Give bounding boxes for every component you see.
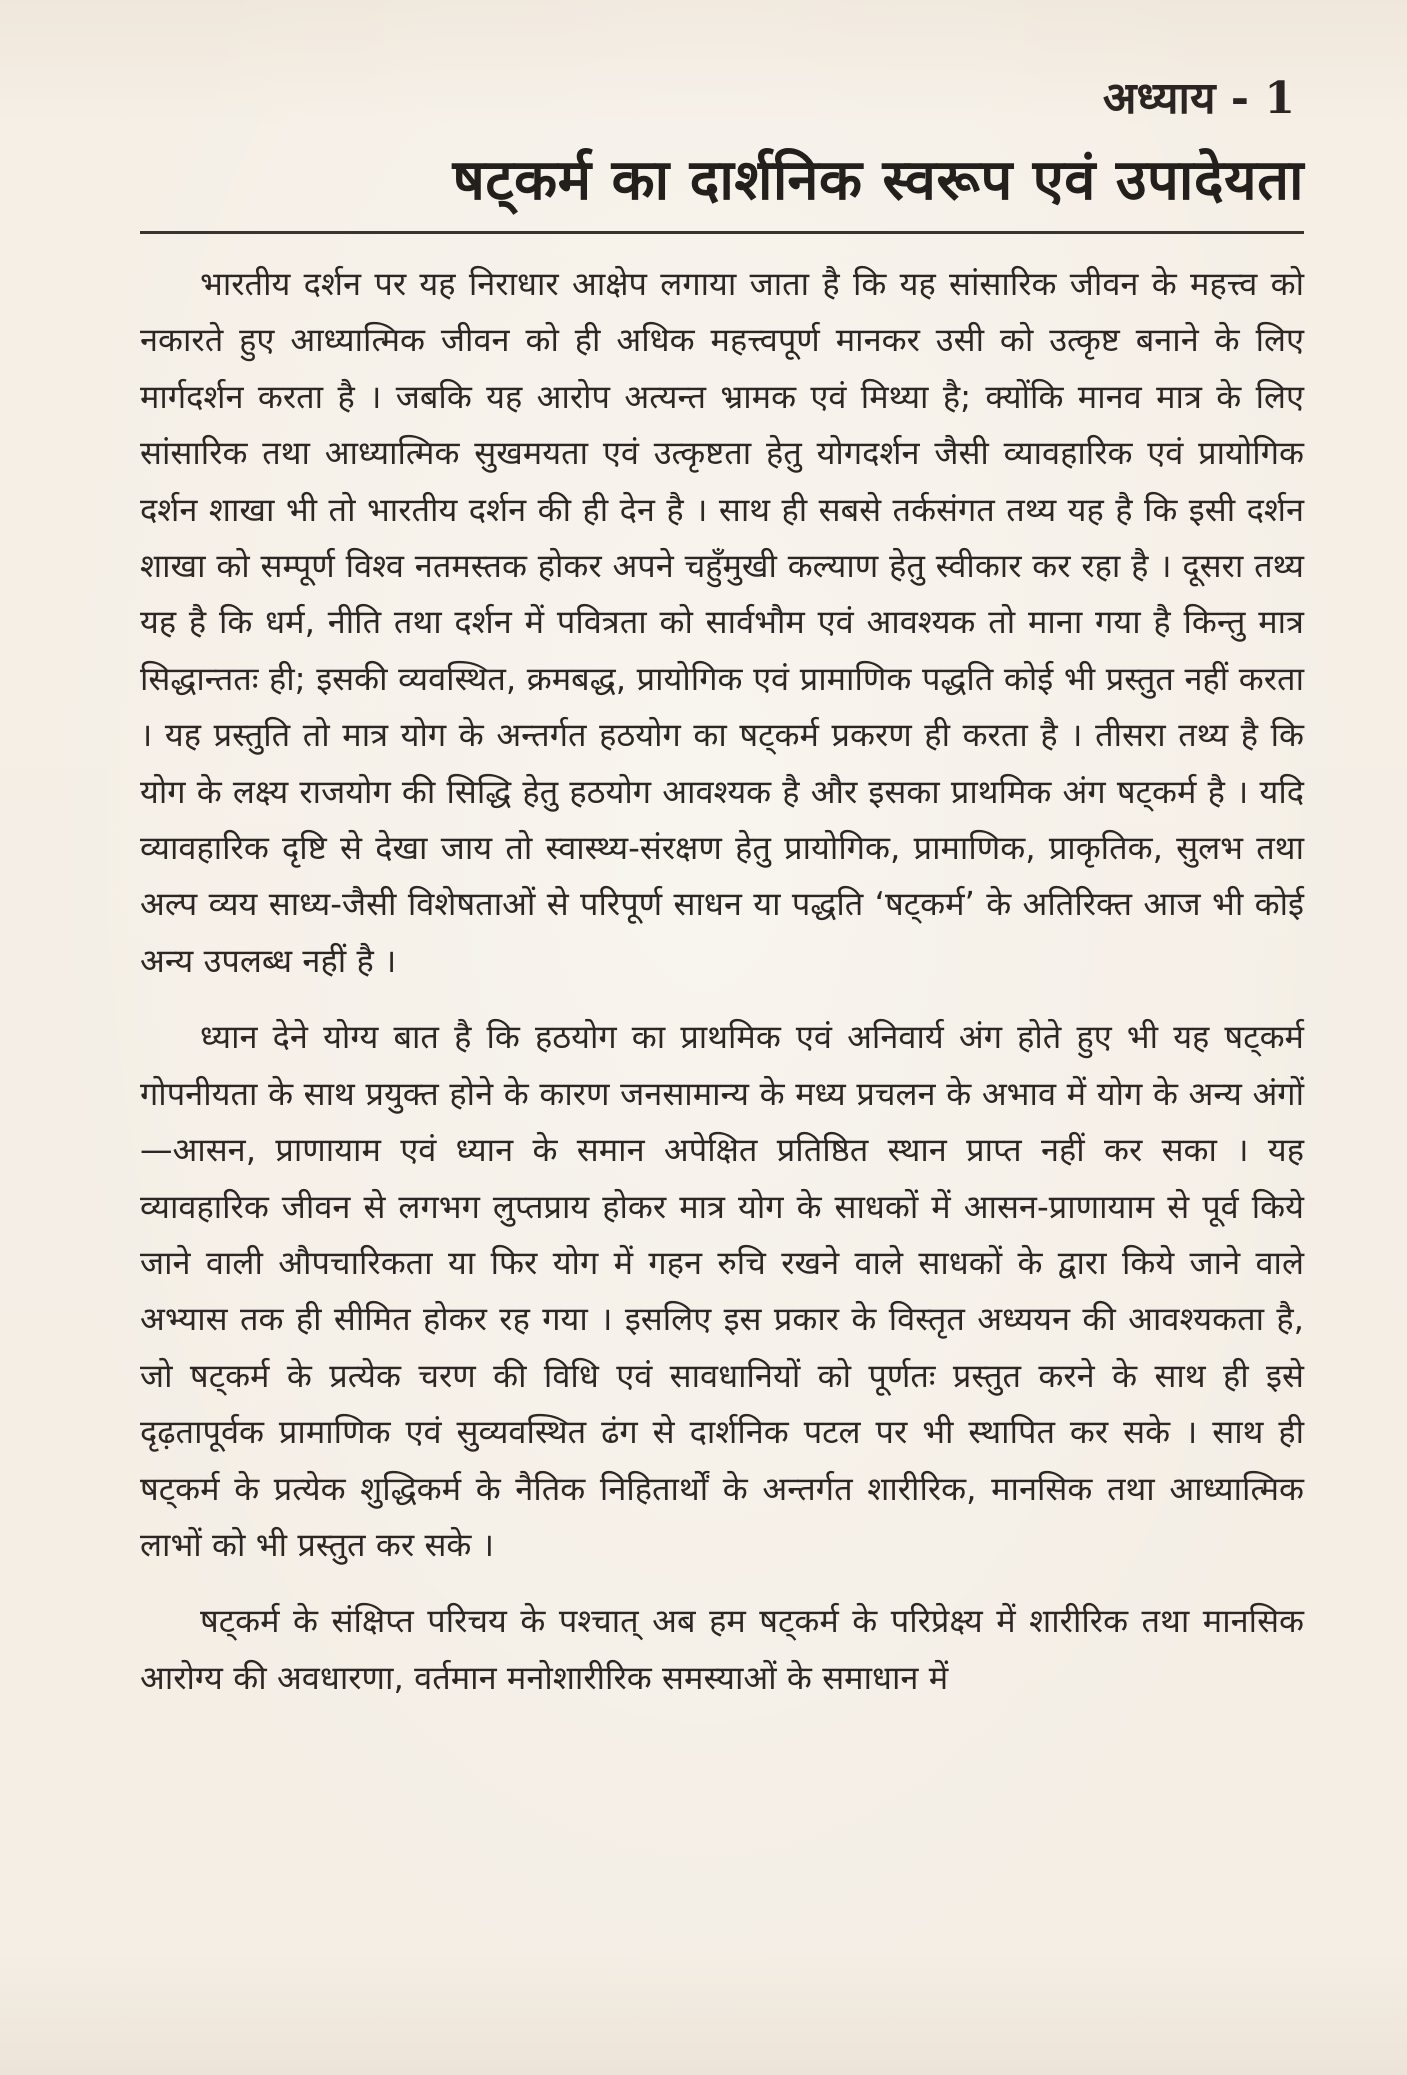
chapter-title: षट्कर्म का दार्शनिक स्वरूप एवं उपादेयता [452, 148, 1304, 213]
paragraph-2: ध्यान देने योग्य बात है कि हठयोग का प्राथमिक एवं अनिवार्य अंग होते हुए भी यह षट्कर्म गोपनीयता के साथ प्रयुक्त होने के कारण जनसामान्य के मध्य प्रचलन के अभाव में योग के अन्य अंगों—आसन, प्राणायाम एवं ध्यान के समान अपेक्षित प्रतिष्ठित स्थान प्राप्त नहीं कर सका । यह व्यावहारिक जीवन से लगभग लुप्तप्राय होकर मात्र योग के साधकों में आसन-प्राणायाम से पूर्व किये जाने वाली औपचारिकता या फिर योग में गहन रुचि रखने वाले साधकों के द्वारा किये जाने वाले अभ्यास तक ही सीमित होकर रह गया । इसलिए इस प्रकार के विस्तृत अध्ययन की आवश्यकता है, जो षट्कर्म के प्रत्येक चरण की विधि एवं सावधानियों को पूर्णतः प्रस्तुत करने के साथ ही इसे दृढ़तापूर्वक प्रामाणिक एवं सुव्यवस्थित ढंग से दार्शनिक पटल पर भी स्थापित कर सके । साथ ही षट्कर्म के प्रत्येक शुद्धिकर्म के नैतिक निहितार्थों के अन्तर्गत शारीरिक, मानसिक तथा आध्यात्मिक लाभों को भी प्रस्तुत कर सके । [140, 1018, 1304, 1564]
paragraph-1: भारतीय दर्शन पर यह निराधार आक्षेप लगाया जाता है कि यह सांसारिक जीवन के महत्त्व को नकारते हुए आध्यात्मिक जीवन को ही अधिक महत्त्वपूर्ण मानकर उसी को उत्कृष्ट बनाने के लिए मार्गदर्शन करता है । जबकि यह आरोप अत्यन्त भ्रामक एवं मिथ्या है; क्योंकि मानव मात्र के लिए सांसारिक तथा आध्यात्मिक सुखमयता एवं उत्कृष्टता हेतु योगदर्शन जैसी व्यावहारिक एवं प्रायोगिक दर्शन शाखा भी तो भारतीय दर्शन की ही देन है । साथ ही सबसे तर्कसंगत तथ्य यह है कि इसी दर्शन शाखा को सम्पूर्ण विश्व नतमस्तक होकर अपने चहुँमुखी कल्याण हेतु स्वीकार कर रहा है । दूसरा तथ्य यह है कि धर्म, नीति तथा दर्शन में पवित्रता को सार्वभौम एवं आवश्यक तो माना गया है किन्तु मात्र सिद्धान्ततः ही; इसकी व्यवस्थित, क्रमबद्ध, प्रायोगिक एवं प्रामाणिक पद्धति कोई भी प्रस्तुत नहीं करता । यह प्रस्तुति तो मात्र योग के अन्तर्गत हठयोग का षट्कर्म प्रकरण ही करता है । तीसरा तथ्य है कि योग के लक्ष्य राजयोग की सिद्धि हेतु हठयोग आवश्यक है और इसका प्राथमिक अंग षट्कर्म है । यदि व्यावहारिक दृष्टि से देखा जाय तो स्वास्थ्य-संरक्षण हेतु प्रायोगिक, प्रामाणिक, प्राकृतिक, सुलभ तथा अल्प व्यय साध्य-जैसी विशेषताओं से परिपूर्ण साधन या पद्धति ‘षट्कर्म’ के अतिरिक्त आज भी कोई अन्य उपलब्ध नहीं है । [140, 265, 1304, 980]
chapter-number: अध्याय - 1 [1102, 73, 1295, 124]
paragraph-3: षट्कर्म के संक्षिप्त परिचय के पश्चात् अब हम षट्कर्म के परिप्रेक्ष्य में शारीरिक तथा मानसिक आरोग्य की अवधारणा, वर्तमान मनोशारीरिक समस्याओं के समाधान में [140, 1602, 1304, 1697]
chapter-body [140, 256, 1304, 1706]
title-underline-divider [140, 231, 1304, 234]
